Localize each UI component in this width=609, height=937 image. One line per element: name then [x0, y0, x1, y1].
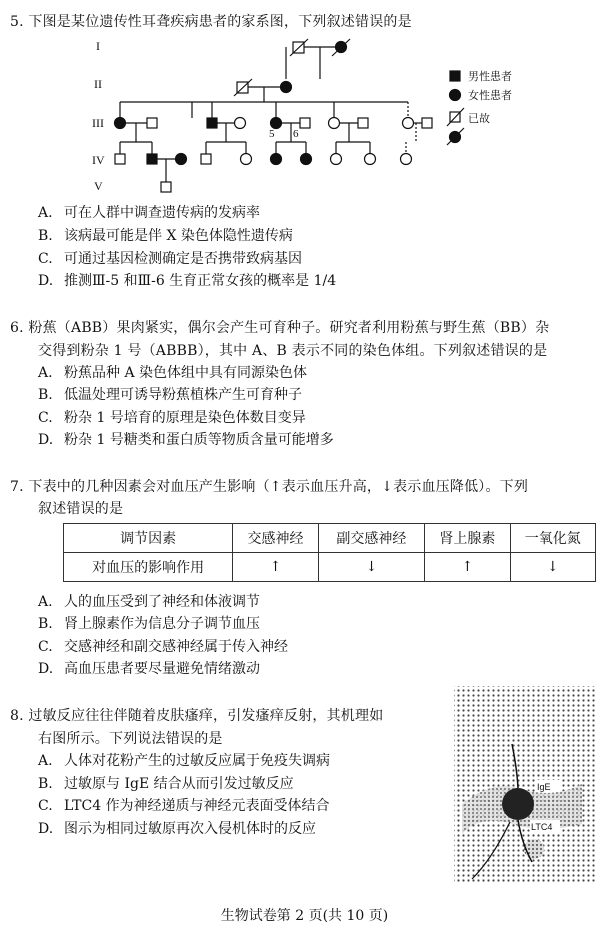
q8-option-b[interactable]: B. 过敏原与 IgE 结合从而引发过敏反应 [38, 776, 294, 792]
label-ltc4: LTC4 [531, 822, 553, 832]
q5-option-b[interactable]: B. 该病最可能是伴 X 染色体隐性遗传病 [38, 228, 293, 244]
q8-option-a[interactable]: A. 人体对花粉产生的过敏反应属于免疫失调病 [38, 753, 330, 769]
pedigree-figure [80, 36, 600, 198]
q5-stem: 5. 下图是某位遗传性耳聋疾病患者的家系图，下列叙述错误的是 [10, 14, 412, 30]
table-cell: 肾上腺素 [425, 524, 510, 553]
gen-label-5: V [94, 179, 103, 193]
cell-dark [502, 788, 534, 820]
legend-male-patient: 男性患者 [468, 71, 512, 83]
q7-option-c[interactable]: C. 交感神经和副交感神经属于传入神经 [38, 639, 288, 655]
q5-option-a[interactable]: A. 可在人群中调查遗传病的发病率 [38, 205, 260, 221]
q8-option-c[interactable]: C. LTC4 作为神经递质与神经元表面受体结合 [38, 798, 330, 814]
q5-option-d[interactable]: D. 推测Ⅲ-5 和Ⅲ-6 生育正常女孩的概率是 1/4 [38, 273, 337, 289]
table-header-row [64, 524, 596, 553]
table-row [64, 553, 596, 582]
person-label-6: 6 [293, 128, 299, 140]
q6-option-c[interactable]: C. 粉杂 1 号培育的原理是染色体数目变异 [38, 410, 306, 426]
table-cell: 一氧化氮 [510, 524, 595, 553]
q8-option-d[interactable]: D. 图示为相同过敏原再次入侵机体时的反应 [38, 821, 316, 837]
person-label-5: 5 [269, 128, 275, 140]
table-cell: 副交感神经 [318, 524, 424, 553]
table-cell: ↓ [318, 553, 424, 582]
table-cell: 对血压的影响作用 [64, 553, 233, 582]
q7-option-b[interactable]: B. 肾上腺素作为信息分子调节血压 [38, 616, 260, 632]
page-footer: 生物试卷第 2 页(共 10 页) [220, 908, 389, 924]
gen-label-3: III [92, 116, 104, 130]
q6-option-d[interactable]: D. 粉杂 1 号糖类和蛋白质等物质含量可能增多 [38, 432, 334, 448]
table-cell: 调节因素 [64, 524, 233, 553]
q8-stem-line2: 右图所示。下列说法错误的是 [38, 731, 223, 747]
q6-option-a[interactable]: A. 粉蕉品种 A 染色体组中具有同源染色体 [38, 365, 308, 381]
legend-deceased: 已故 [468, 113, 490, 125]
table-cell: ↑ [425, 553, 510, 582]
table-cell: 交感神经 [233, 524, 318, 553]
q7-option-d[interactable]: D. 高血压患者要尽量避免情绪激动 [38, 661, 260, 677]
gen-label-2: II [94, 77, 102, 91]
q6-stem-line1: 6. 粉蕉（ABB）果肉紧实，偶尔会产生可育种子。研究者利用粉蕉与野生蕉（BB）杂 [10, 320, 550, 336]
pedigree-II-female-affected [281, 82, 292, 93]
q7-stem-line2: 叙述错误的是 [38, 501, 124, 517]
q6-option-b[interactable]: B. 低温处理可诱导粉蕉植株产生可育种子 [38, 387, 302, 403]
q5-option-c[interactable]: C. 可通过基因检测确定是否携带致病基因 [38, 251, 302, 267]
blood-pressure-table [63, 523, 596, 582]
q8-stem-line1: 8. 过敏反应往往伴随着皮肤瘙痒，引发瘙痒反射，其机理如 [10, 708, 384, 724]
q7-stem-line1: 7. 下表中的几种因素会对血压产生影响（↑表示血压升高，↓表示血压降低）。下列 [10, 479, 529, 495]
label-ige: IgE [537, 782, 551, 792]
legend-female-patient: 女性患者 [468, 90, 512, 102]
gen-label-4: IV [92, 153, 105, 167]
table-cell: ↑ [233, 553, 318, 582]
q7-option-a[interactable]: A. 人的血压受到了神经和体液调节 [38, 594, 260, 610]
allergy-mechanism-figure [452, 684, 597, 884]
q6-stem-line2: 交得到粉杂 1 号（ABBB），其中 A、B 表示不同的染色体组。下列叙述错误的是 [38, 343, 548, 359]
gen-label-1: I [96, 39, 100, 53]
table-cell: ↓ [510, 553, 595, 582]
